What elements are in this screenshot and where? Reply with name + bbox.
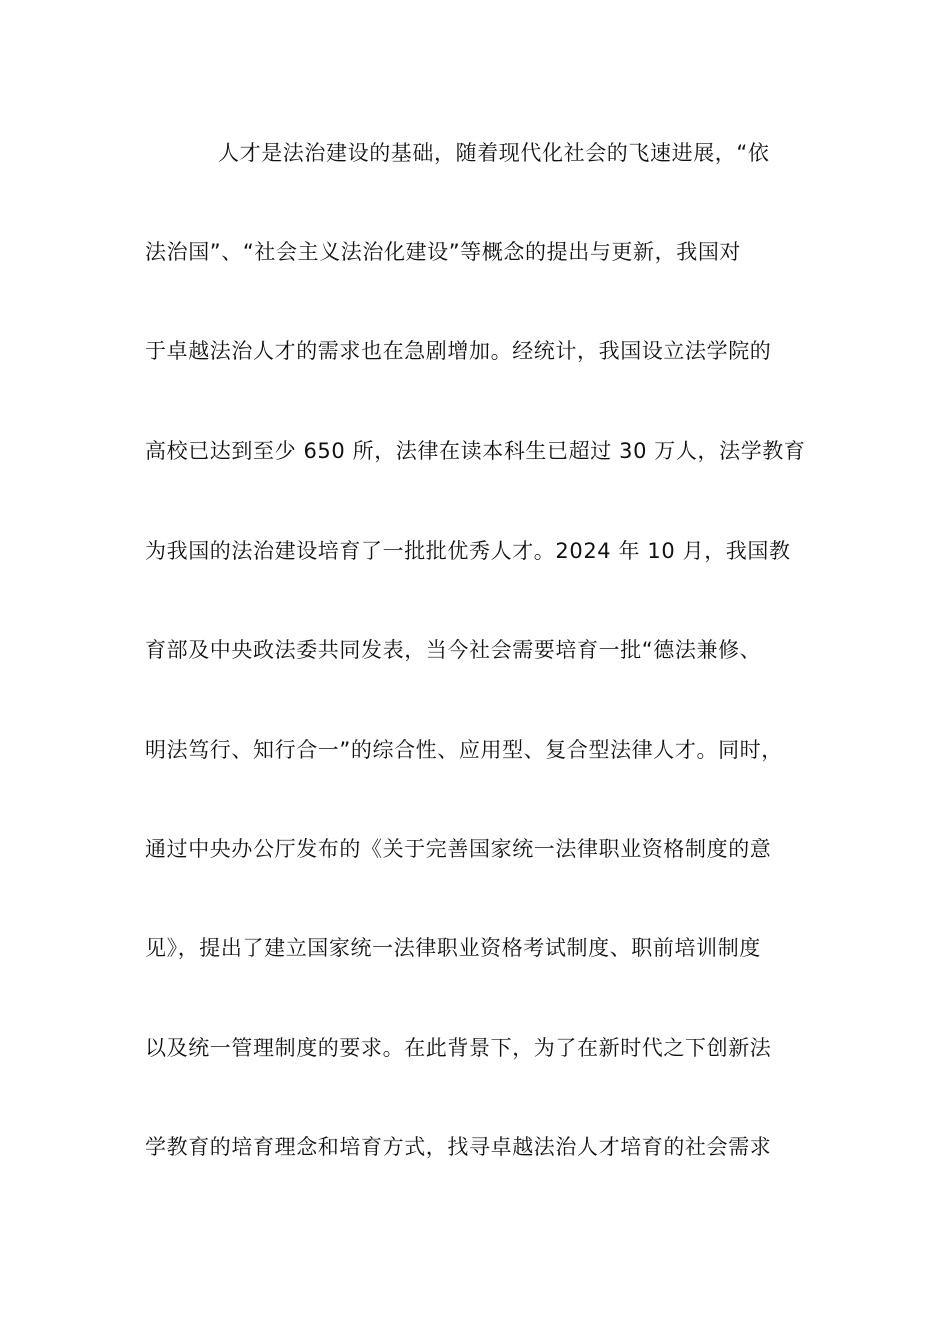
paragraph-line-2: 法治国”、“社会主义法治化建设”等概念的提出与更新，我国对: [145, 240, 742, 264]
paragraph-line-4: 高校已达到至少 650 所，法律在读本科生已超过 30 万人，法学教育: [145, 439, 806, 463]
paragraph-line-3: 于卓越法治人才的需求也在急剧增加。经统计，我国设立法学院的: [145, 339, 772, 363]
paragraph-line-7: 明法笃行、知行合一”的综合性、应用型、复合型法律人才。同时，: [145, 738, 783, 762]
paragraph-line-5: 为我国的法治建设培育了一批批优秀人才。2024 年 10 月，我国教: [145, 539, 791, 563]
paragraph-line-1: 人才是法治建设的基础，随着现代化社会的飞速进展，“依: [218, 141, 770, 165]
paragraph-line-11: 学教育的培育理念和培育方式，找寻卓越法治人才培育的社会需求: [145, 1135, 772, 1159]
paragraph-line-9: 见》，提出了建立国家统一法律职业资格考试制度、职前培训制度: [145, 936, 761, 960]
paragraph-line-8: 通过中央办公厅发布的《关于完善国家统一法律职业资格制度的意: [145, 837, 772, 861]
paragraph-line-6: 育部及中央政法委共同发表，当今社会需要培育一批“德法兼修、: [145, 638, 762, 662]
paragraph-line-10: 以及统一管理制度的要求。在此背景下，为了在新时代之下创新法: [145, 1036, 772, 1060]
